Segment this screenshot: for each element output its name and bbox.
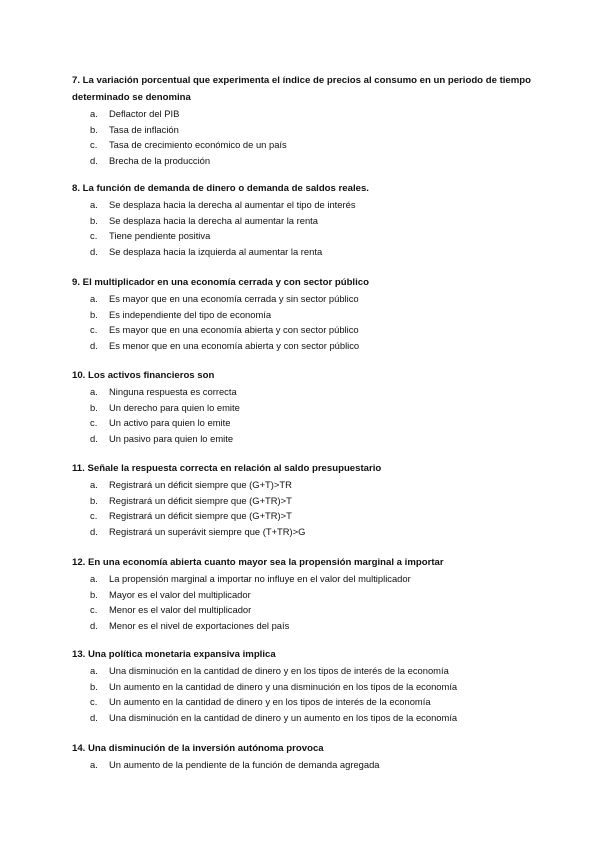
option-a[interactable] xyxy=(72,663,542,679)
question-title: 9. El multiplicador en una economía cerrada y con sector público xyxy=(72,277,369,288)
option-letter: a. xyxy=(90,665,98,676)
question-13 xyxy=(72,646,542,725)
option-b[interactable] xyxy=(72,587,542,603)
option-a[interactable] xyxy=(72,757,542,773)
option-list xyxy=(72,477,542,539)
option-a[interactable] xyxy=(72,291,542,307)
option-text: Menor es el valor del multiplicador xyxy=(109,604,252,616)
option-letter: a. xyxy=(90,199,98,210)
question-title: 11. Señale la respuesta correcta en relación al saldo presupuestario xyxy=(72,463,382,474)
option-text: Es mayor que en una economía cerrada y sin sector público xyxy=(109,293,359,304)
option-text: Menor es el nivel de exportaciones del país xyxy=(109,619,290,631)
question-title: 12. En una economía abierta cuanto mayor sea la propensión marginal a importar xyxy=(72,557,444,568)
question-14 xyxy=(72,740,542,773)
option-letter: c. xyxy=(90,604,98,616)
option-text: Se desplaza hacia la izquierda al aumentar la renta xyxy=(109,245,323,257)
option-letter: b. xyxy=(90,308,98,320)
option-letter: b. xyxy=(90,401,98,413)
option-letter: c. xyxy=(90,139,98,151)
option-c[interactable] xyxy=(72,137,542,153)
option-text: Registrará un superávit siempre que (T+TR)>G xyxy=(109,525,306,537)
option-text: Ninguna respuesta es correcta xyxy=(109,386,237,397)
option-text: Un pasivo para quien lo emite xyxy=(109,432,234,444)
option-letter: d. xyxy=(90,525,98,537)
option-a[interactable] xyxy=(72,571,542,587)
option-letter: b. xyxy=(90,123,98,135)
option-letter: a. xyxy=(90,759,98,770)
option-letter: c. xyxy=(90,417,98,429)
option-b[interactable] xyxy=(72,213,542,229)
option-text: Tasa de crecimiento económico de un país xyxy=(109,139,287,151)
option-letter: b. xyxy=(90,588,98,600)
question-title: 10. Los activos financieros son xyxy=(72,370,215,381)
option-letter: d. xyxy=(90,154,98,166)
option-b[interactable] xyxy=(72,400,542,416)
option-letter: c. xyxy=(90,510,98,522)
option-letter: a. xyxy=(90,573,98,584)
question-title: 13. Una política monetaria expansiva implica xyxy=(72,649,276,660)
option-text: La propensión marginal a importar no influye en el valor del multiplicador xyxy=(109,573,411,584)
option-letter: d. xyxy=(90,245,98,257)
option-d[interactable] xyxy=(72,524,542,540)
option-letter: a. xyxy=(90,386,98,397)
option-text: Una disminución en la cantidad de dinero y un aumento en los tipos de la economía xyxy=(109,711,458,723)
option-letter: c. xyxy=(90,230,98,242)
option-text: Un derecho para quien lo emite xyxy=(109,401,240,413)
option-d[interactable] xyxy=(72,153,542,169)
option-list xyxy=(72,197,542,259)
option-c[interactable] xyxy=(72,508,542,524)
question-title: 8. La función de demanda de dinero o demanda de saldos reales. xyxy=(72,183,369,194)
option-letter: b. xyxy=(90,680,98,692)
option-list xyxy=(72,571,542,633)
option-text: Deflactor del PIB xyxy=(109,108,180,119)
option-letter: b. xyxy=(90,494,98,506)
option-letter: d. xyxy=(90,339,98,351)
question-10 xyxy=(72,367,542,446)
question-title: 14. Una disminución de la inversión autónoma provoca xyxy=(72,743,324,754)
question-9 xyxy=(72,274,542,353)
option-letter: d. xyxy=(90,432,98,444)
option-a[interactable] xyxy=(72,384,542,400)
option-text: Es menor que en una economía abierta y con sector público xyxy=(109,339,360,351)
option-c[interactable] xyxy=(72,322,542,338)
option-letter: a. xyxy=(90,479,98,490)
option-text: Un activo para quien lo emite xyxy=(109,417,231,429)
option-text: Se desplaza hacia la derecha al aumentar el tipo de interés xyxy=(109,199,356,210)
question-11 xyxy=(72,460,542,539)
option-list xyxy=(72,757,542,773)
option-b[interactable] xyxy=(72,122,542,138)
option-d[interactable] xyxy=(72,618,542,634)
option-letter: d. xyxy=(90,711,98,723)
option-letter: a. xyxy=(90,108,98,119)
option-text: Es mayor que en una economía abierta y con sector público xyxy=(109,324,359,336)
option-a[interactable] xyxy=(72,477,542,493)
question-8 xyxy=(72,180,542,259)
option-text: Registrará un déficit siempre que (G+T)>TR xyxy=(109,479,292,490)
option-text: Un aumento en la cantidad de dinero y una disminución en los tipos de la economía xyxy=(109,680,458,692)
option-letter: c. xyxy=(90,696,98,708)
option-text: Registrará un déficit siempre que (G+TR)>T xyxy=(109,510,292,522)
option-list xyxy=(72,663,542,725)
option-d[interactable] xyxy=(72,431,542,447)
option-text: Registrará un déficit siempre que (G+TR)>T xyxy=(109,494,292,506)
option-b[interactable] xyxy=(72,679,542,695)
option-c[interactable] xyxy=(72,228,542,244)
option-d[interactable] xyxy=(72,710,542,726)
question-title: 7. La variación porcentual que experimenta el índice de precios al consumo en un periodo de tiempo determinado se denomina xyxy=(72,75,532,103)
option-letter: d. xyxy=(90,619,98,631)
question-7 xyxy=(72,72,542,168)
option-list xyxy=(72,384,542,446)
option-c[interactable] xyxy=(72,602,542,618)
option-text: Se desplaza hacia la derecha al aumentar la renta xyxy=(109,214,318,226)
option-c[interactable] xyxy=(72,415,542,431)
option-text: Un aumento en la cantidad de dinero y en los tipos de interés de la economía xyxy=(109,696,431,708)
option-letter: b. xyxy=(90,214,98,226)
option-letter: c. xyxy=(90,324,98,336)
option-text: Brecha de la producción xyxy=(109,154,211,166)
question-12 xyxy=(72,554,542,633)
option-text: Mayor es el valor del multiplicador xyxy=(109,588,251,600)
option-b[interactable] xyxy=(72,307,542,323)
option-d[interactable] xyxy=(72,244,542,260)
option-text: Una disminución en la cantidad de dinero y en los tipos de interés de la economía xyxy=(109,665,449,676)
option-text: Es independiente del tipo de economía xyxy=(109,308,272,320)
option-d[interactable] xyxy=(72,338,542,354)
option-a[interactable] xyxy=(72,197,542,213)
option-b[interactable] xyxy=(72,493,542,509)
option-letter: a. xyxy=(90,293,98,304)
option-c[interactable] xyxy=(72,694,542,710)
option-text: Tiene pendiente positiva xyxy=(109,230,211,242)
option-text: Un aumento de la pendiente de la función de demanda agregada xyxy=(109,759,380,770)
option-text: Tasa de inflación xyxy=(109,123,179,135)
option-list xyxy=(72,291,542,353)
option-list xyxy=(72,106,542,168)
option-a[interactable] xyxy=(72,106,542,122)
